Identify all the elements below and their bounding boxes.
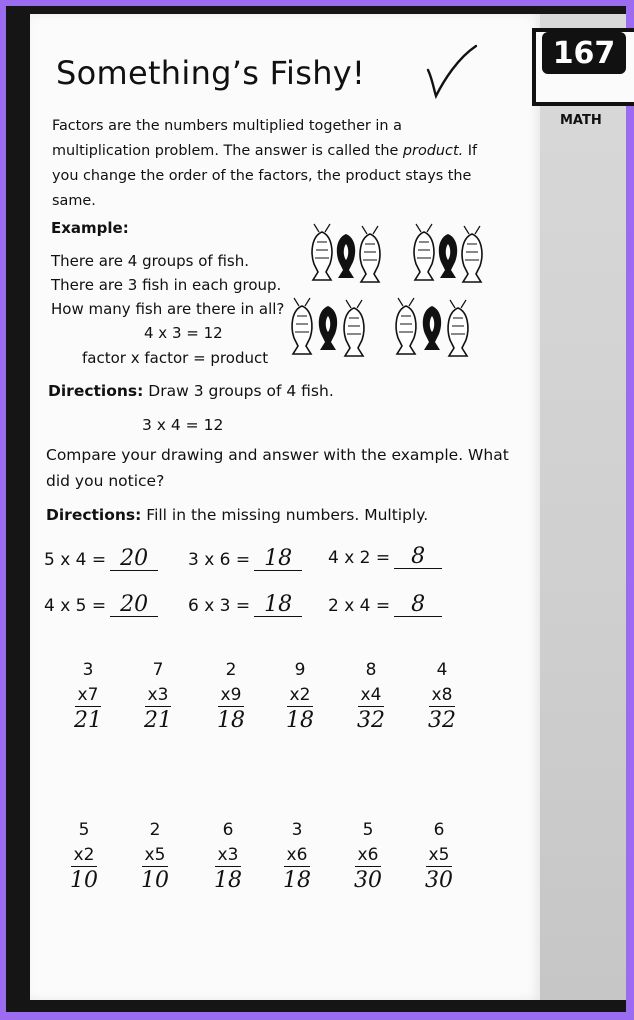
- equation-answer: 18: [254, 548, 302, 571]
- intro-emphasis: product.: [402, 143, 464, 159]
- vertical-problem: [343, 816, 393, 895]
- equation-answer: 20: [110, 594, 158, 617]
- problem-answer: 32: [357, 708, 385, 733]
- problem-multiplier: x6: [357, 845, 379, 865]
- problem-answer: 32: [428, 708, 456, 733]
- compare-line-1: Compare your drawing and answer with the example. What: [46, 446, 509, 464]
- intro-text-1: Factors are the numbers multiplied together in a multiplication problem. The answer is called the: [52, 118, 403, 159]
- vertical-problem: [63, 656, 113, 735]
- equation-question: 2 x 4 =: [328, 596, 391, 616]
- example-labels: factor x factor = product: [82, 349, 269, 367]
- checkmark-icon: [422, 44, 482, 104]
- intro-paragraph: [52, 114, 482, 214]
- directions-1-text: Draw 3 groups of 4 fish.: [143, 382, 334, 400]
- equation-answer: 20: [110, 548, 158, 571]
- vertical-problem: [417, 656, 467, 735]
- problem-answer: 18: [286, 708, 314, 733]
- vertical-problem: [275, 656, 325, 735]
- problem-top: 5: [362, 820, 374, 840]
- directions-1: [48, 382, 334, 400]
- problem-multiplier: x4: [360, 685, 382, 705]
- problem-multiplier: x7: [77, 685, 99, 705]
- directions-1-equation: 3 x 4 = 12: [142, 416, 224, 434]
- problem-top: 2: [149, 820, 161, 840]
- example-line-1: There are 4 groups of fish.: [51, 252, 249, 270]
- problem-answer: 21: [74, 708, 102, 733]
- problem-multiplier: x8: [431, 685, 453, 705]
- problem-answer: 10: [141, 868, 169, 893]
- problem-top: 4: [436, 660, 448, 680]
- equation-question: 4 x 2 =: [328, 548, 391, 568]
- problem-answer: 18: [283, 868, 311, 893]
- intro-text-2: If you change the order of the factors, the product stays the same.: [52, 143, 478, 209]
- problem-answer: 21: [144, 708, 172, 733]
- problem-top: 9: [294, 660, 306, 680]
- equation-item: [44, 594, 158, 617]
- equation-question: 5 x 4 =: [44, 550, 107, 570]
- problem-top: 7: [152, 660, 164, 680]
- equation-answer: 8: [394, 594, 442, 617]
- fish-groups-illustration: [286, 222, 496, 362]
- compare-line-2: did you notice?: [46, 472, 165, 490]
- equation-question: 3 x 6 =: [188, 550, 251, 570]
- problem-multiplier: x3: [147, 685, 169, 705]
- vertical-problem: [59, 816, 109, 895]
- vertical-problem: [206, 656, 256, 735]
- example-line-3: How many fish are there in all?: [51, 300, 285, 318]
- problem-top: 3: [291, 820, 303, 840]
- equation-question: 6 x 3 =: [188, 596, 251, 616]
- example-line-2: There are 3 fish in each group.: [51, 276, 282, 294]
- vertical-problem: [346, 656, 396, 735]
- problem-top: 2: [225, 660, 237, 680]
- problem-answer: 18: [217, 708, 245, 733]
- problem-multiplier: x2: [289, 685, 311, 705]
- problem-multiplier: x6: [286, 845, 308, 865]
- problem-answer: 18: [214, 868, 242, 893]
- problem-answer: 30: [425, 868, 453, 893]
- problem-multiplier: x9: [220, 685, 242, 705]
- equation-item: [188, 548, 302, 571]
- example-heading: Example:: [51, 219, 129, 237]
- equation-item: [44, 548, 158, 571]
- problem-top: 5: [78, 820, 90, 840]
- directions-2-label: Directions:: [46, 506, 142, 524]
- equation-item: [188, 594, 302, 617]
- directions-2-text: Fill in the missing numbers. Multiply.: [141, 506, 429, 524]
- section-label: MATH: [560, 113, 602, 128]
- equation-answer: 18: [254, 594, 302, 617]
- problem-multiplier: x2: [73, 845, 95, 865]
- equation-answer: 8: [394, 546, 442, 569]
- vertical-problem: [203, 816, 253, 895]
- problem-top: 6: [222, 820, 234, 840]
- problem-top: 6: [433, 820, 445, 840]
- equation-item: [328, 594, 442, 617]
- problem-answer: 10: [70, 868, 98, 893]
- next-page-edge: [540, 14, 626, 1000]
- vertical-problem: [272, 816, 322, 895]
- vertical-problem: [133, 656, 183, 735]
- problem-top: 3: [82, 660, 94, 680]
- problem-multiplier: x3: [217, 845, 239, 865]
- page-title: Something’s Fishy!: [56, 54, 366, 92]
- page-number: 167: [542, 32, 626, 74]
- equation-question: 4 x 5 =: [44, 596, 107, 616]
- problem-top: 8: [365, 660, 377, 680]
- vertical-problem: [130, 816, 180, 895]
- directions-2: [46, 506, 428, 524]
- problem-answer: 30: [354, 868, 382, 893]
- equation-item: [328, 546, 442, 569]
- problem-multiplier: x5: [144, 845, 166, 865]
- directions-1-label: Directions:: [48, 382, 144, 400]
- problem-multiplier: x5: [428, 845, 450, 865]
- example-equation: 4 x 3 = 12: [144, 324, 223, 342]
- vertical-problem: [414, 816, 464, 895]
